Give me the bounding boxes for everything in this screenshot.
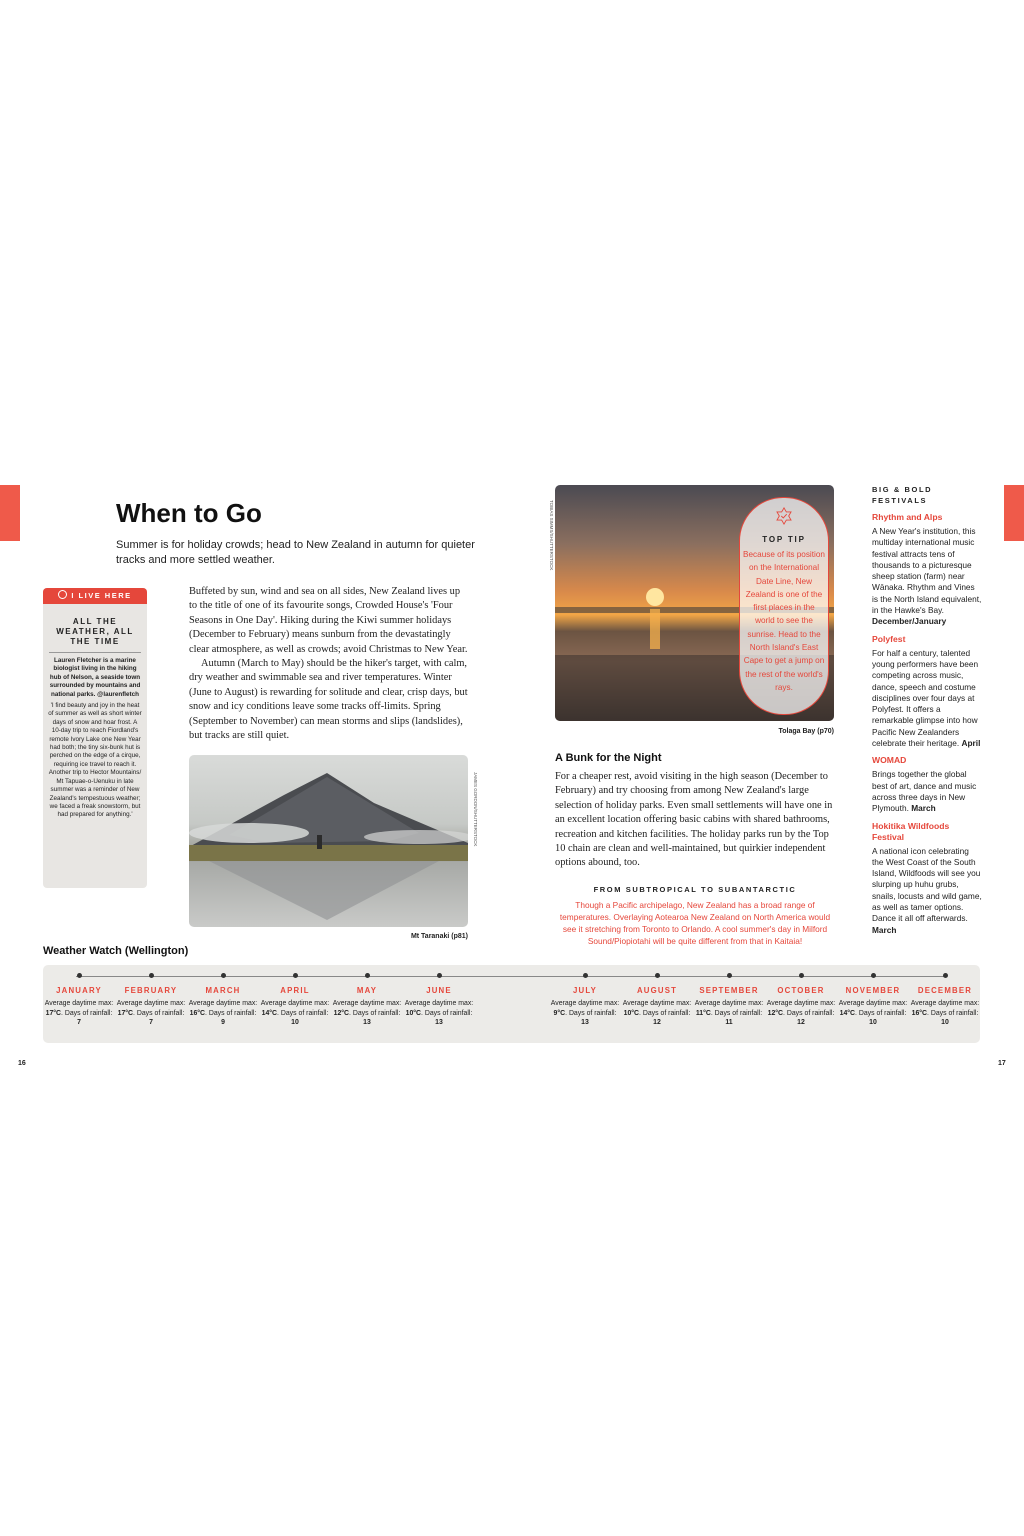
weather-month: FEBRUARY Average daytime max: 17°C. Days of rainfall: 7	[116, 973, 186, 1028]
bunk-body-text: For a cheaper rest, avoid visiting in the high season (December to February) and try choosing from among New Zealand's large selection of holiday parks. Even small settlements will have one in an excellent location offering basic cabins with shared bathrooms, recreation and kitchen facilities. The holiday parks run by the Top 10 chain are clean and well-maintained, but quirkier independent options abound, too.	[555, 771, 833, 869]
location-pin-icon	[58, 590, 67, 599]
i-live-here-badge: I LIVE HERE	[43, 588, 147, 604]
timeline-dot	[221, 973, 226, 978]
timeline-dot	[871, 973, 876, 978]
top-tip-label: TOP TIP	[762, 535, 806, 544]
photo-credit: JAMES GORDON/SHUTTERSTOCK	[473, 772, 478, 847]
timeline-dot	[943, 973, 948, 978]
subtropical-text: Though a Pacific archipelago, New Zealand has a broad range of temperatures. Overlaying Aotearoa New Zealand on North America would see it stretching from Toronto to Orlando. A cool summer's day in Milford Sound/Piopiotahi will be quite different from that in Kaitaia!	[559, 900, 831, 946]
top-tip-callout	[739, 497, 829, 715]
i-live-here-quote: 'I find beauty and joy in the heat of summer as well as short winter days of snow and hoar frost. A 10-day trip to reach Fiordland's remote Ivory Lake one New Year had both; the tiny six-bunk hut is perched on the edge of a cirque, requiring ice travel to reach it. Another trip to Hector Mountains/ Mt Tapuae-o-Uenuku in late summer was a reminder of New Zealand's tempestuous weather; we faced a freak snowstorm, but had prepared for anything.'	[48, 702, 142, 819]
page-number-right: 17	[998, 1060, 1006, 1067]
timeline-dot	[799, 973, 804, 978]
photo-credit: TOBIAS SIMMS/SHUTTERSTOCK	[549, 500, 554, 571]
weather-month: NOVEMBER Average daytime max: 14°C. Days of rainfall: 10	[838, 973, 908, 1028]
i-live-here-bio: Lauren Fletcher is a marine biologist living in the hiking hub of Nelson, a seaside town surrounded by mountains and national parks. @laurenfletch	[49, 657, 141, 698]
festival-when: April	[961, 738, 981, 749]
i-live-here-title: ALL THE WEATHER, ALL THE TIME	[49, 617, 141, 653]
festival-name: WOMAD	[872, 755, 907, 766]
body-paragraph: Buffeted by sun, wind and sea on all sides, New Zealand lives up to the title of one of its favourite songs, Crowded House's 'Four Seasons in One Day'. Hiking during the Kiwi summer holidays (December to February) means sunburn from the devastatingly clear atmosphere, as well as crowds; avoid Christmas to New Year.	[189, 586, 468, 655]
timeline-dot	[727, 973, 732, 978]
page-edge-tab-left	[0, 485, 20, 541]
weather-month: MAY Average daytime max: 12°C. Days of rainfall: 13	[332, 973, 402, 1028]
festival-when: March	[872, 924, 897, 935]
intro-text: Summer is for holiday crowds; head to New Zealand in autumn for quieter tracks and more settled weather.	[116, 539, 475, 566]
top-tip-text: Because of its position on the International Date Line, New Zealand is one of the first places in the world to see the sunrise. Head to the North Island's East Cape to get a jump on the rest of the world's rays.	[743, 550, 825, 692]
weather-month: SEPTEMBER Average daytime max: 11°C. Days of rainfall: 11	[694, 973, 764, 1028]
mountain-illustration	[189, 755, 468, 927]
timeline-dot	[149, 973, 154, 978]
weather-month: MARCH Average daytime max: 16°C. Days of rainfall: 9	[188, 973, 258, 1028]
weather-month: JULY Average daytime max: 9°C. Days of rainfall: 13	[550, 973, 620, 1028]
timeline-dot	[437, 973, 442, 978]
bunk-heading: A Bunk for the Night	[555, 752, 662, 764]
subtropical-heading: FROM SUBTROPICAL TO SUBANTARCTIC	[593, 885, 797, 894]
mt-taranaki-photo	[189, 755, 468, 927]
festival-name: Rhythm and Alps	[872, 512, 943, 522]
photo-caption: Mt Taranaki (p81)	[410, 933, 468, 940]
festival-description: Brings together the global best of art, dance and music across three days in New Plymouth. March	[872, 769, 977, 814]
festival-description: For half a century, talented young performers have been competing across music, dance, speech and costume disciplines over four days at Polyfest. It offers a remarkable glimpse into how Pacific New Zealanders celebrate their heritage. April	[872, 647, 981, 749]
festivals-heading: BIG & BOLD FESTIVALS	[872, 485, 933, 505]
festival-when: December/January	[872, 616, 947, 627]
weather-month: OCTOBER Average daytime max: 12°C. Days of rainfall: 12	[766, 973, 836, 1028]
timeline-dot	[293, 973, 298, 978]
timeline-dot	[583, 973, 588, 978]
timeline-dot	[365, 973, 370, 978]
page-number-left: 16	[18, 1060, 26, 1067]
festival-description: A national icon celebrating the West Coast of the South Island, Wildfoods will see you slurping up huhu grubs, snails, locusts and wild game, as well as tamer options. Dance it all off afterwards. March	[872, 845, 982, 935]
timeline-dot	[77, 973, 82, 978]
festival-name: Hokitika Wildfoods Festival	[872, 820, 950, 842]
weather-watch-heading: Weather Watch (Wellington)	[43, 945, 189, 957]
main-body-text	[189, 585, 468, 743]
weather-month: JANUARY Average daytime max: 17°C. Days of rainfall: 7	[44, 973, 114, 1028]
weather-month: APRIL Average daytime max: 14°C. Days of rainfall: 10	[260, 973, 330, 1028]
festival-when: March	[911, 803, 936, 814]
i-live-here-box	[43, 588, 147, 888]
weather-month: AUGUST Average daytime max: 10°C. Days of rainfall: 12	[622, 973, 692, 1028]
festivals-sidebar	[872, 484, 982, 936]
festival-name: Polyfest	[872, 633, 906, 644]
timeline-dot	[655, 973, 660, 978]
page-title: When to Go	[116, 498, 262, 528]
page-edge-tab-right	[1004, 485, 1024, 541]
weather-month: JUNE Average daytime max: 10°C. Days of rainfall: 13	[404, 973, 474, 1028]
festival-description: A New Year's institution, this multiday international music festival attracts tens of thousands to a picturesque sheep station (farm) near Wānaka. Rhythm and Vines is the North Island equivalent, in the Hawke's Bay. December/January	[872, 526, 982, 627]
body-paragraph: Autumn (March to May) should be the hiker's target, with calm, dry weather and swimmable sea and river temperatures. Winter (June to August) is rewarding for solitude and clear, crisp days, but snow and icy conditions leave some tracks off-limits. Spring (September to November) can mean storms and slips (landslides), but tracks are still quiet.	[189, 658, 468, 742]
photo-caption: Tolaga Bay (p70)	[778, 728, 834, 735]
star-badge-icon	[775, 507, 793, 525]
weather-month: DECEMBER Average daytime max: 16°C. Days of rainfall: 10	[910, 973, 980, 1028]
